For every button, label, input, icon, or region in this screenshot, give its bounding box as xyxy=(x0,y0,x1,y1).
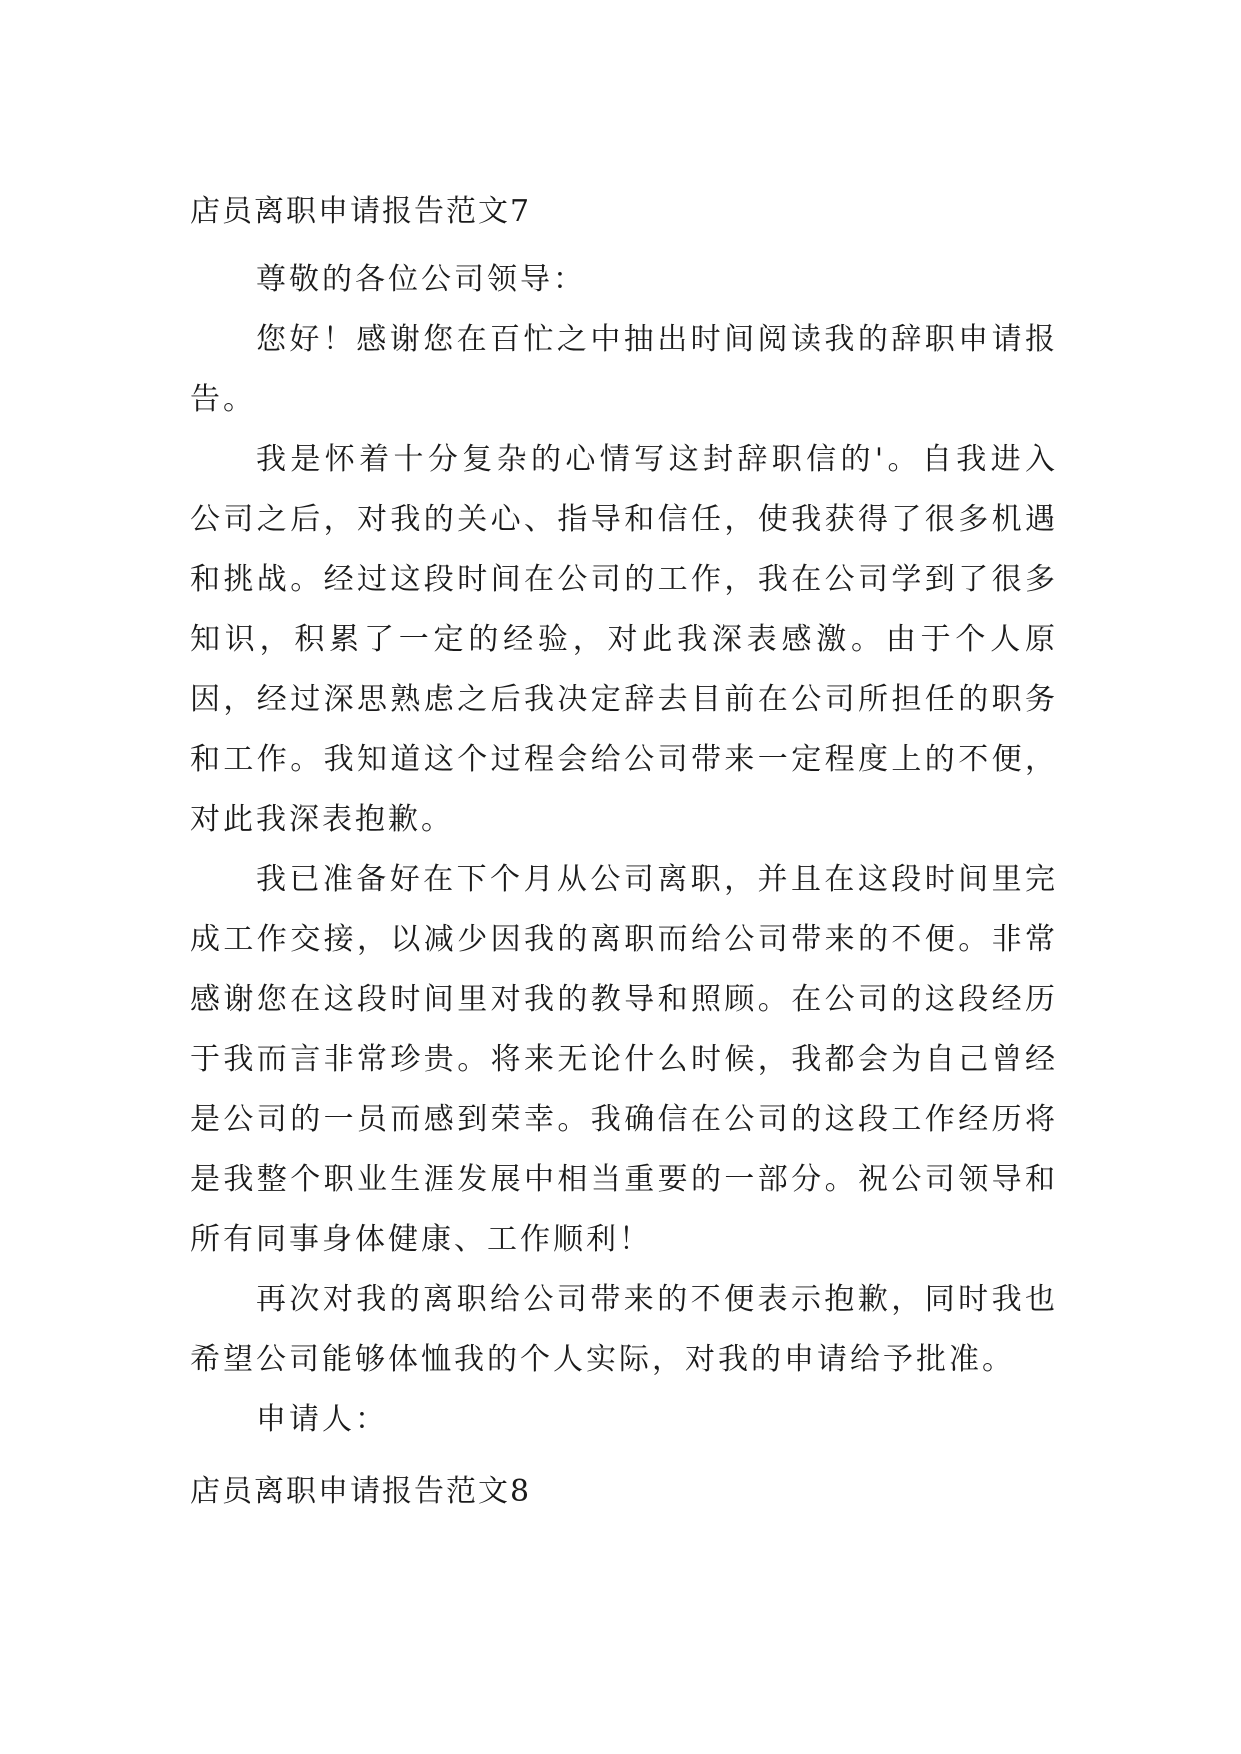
paragraph-reason: 我是怀着十分复杂的心情写这封辞职信的'。自我进入公司之后，对我的关心、指导和信任，使我获得了很多机遇和挑战。经过这段时间在公司的工作，我在公司学到了很多知识，积累了一定的经验，对此我深表感激。由于个人原因，经过深思熟虑之后我决定辞去目前在公司所担任的职务和工作。我知道这个过程会给公司带来一定程度上的不便，对此我深表抱歉。 xyxy=(190,442,1058,837)
salutation: 尊敬的各位公司领导： xyxy=(256,262,586,297)
section-title-8: 店员离职申请报告范文8 xyxy=(190,1474,532,1509)
signature-line: 申请人： xyxy=(256,1402,388,1437)
letter-body xyxy=(190,250,1058,1450)
paragraph-greeting: 您好！感谢您在百忙之中抽出时间阅读我的辞职申请报告。 xyxy=(190,322,1058,417)
section-title-7: 店员离职申请报告范文7 xyxy=(190,194,532,229)
paragraph-apology: 再次对我的离职给公司带来的不便表示抱歉，同时我也希望公司能够体恤我的个人实际，对我的申请给予批准。 xyxy=(190,1282,1058,1377)
paragraph-handover: 我已准备好在下个月从公司离职，并且在这段时间里完成工作交接，以减少因我的离职而给公司带来的不便。非常感谢您在这段时间里对我的教导和照顾。在公司的这段经历于我而言非常珍贵。将来无论什么时候，我都会为自己曾经是公司的一员而感到荣幸。我确信在公司的这段工作经历将是我整个职业生涯发展中相当重要的一部分。祝公司领导和所有同事身体健康、工作顺利！ xyxy=(190,862,1058,1257)
